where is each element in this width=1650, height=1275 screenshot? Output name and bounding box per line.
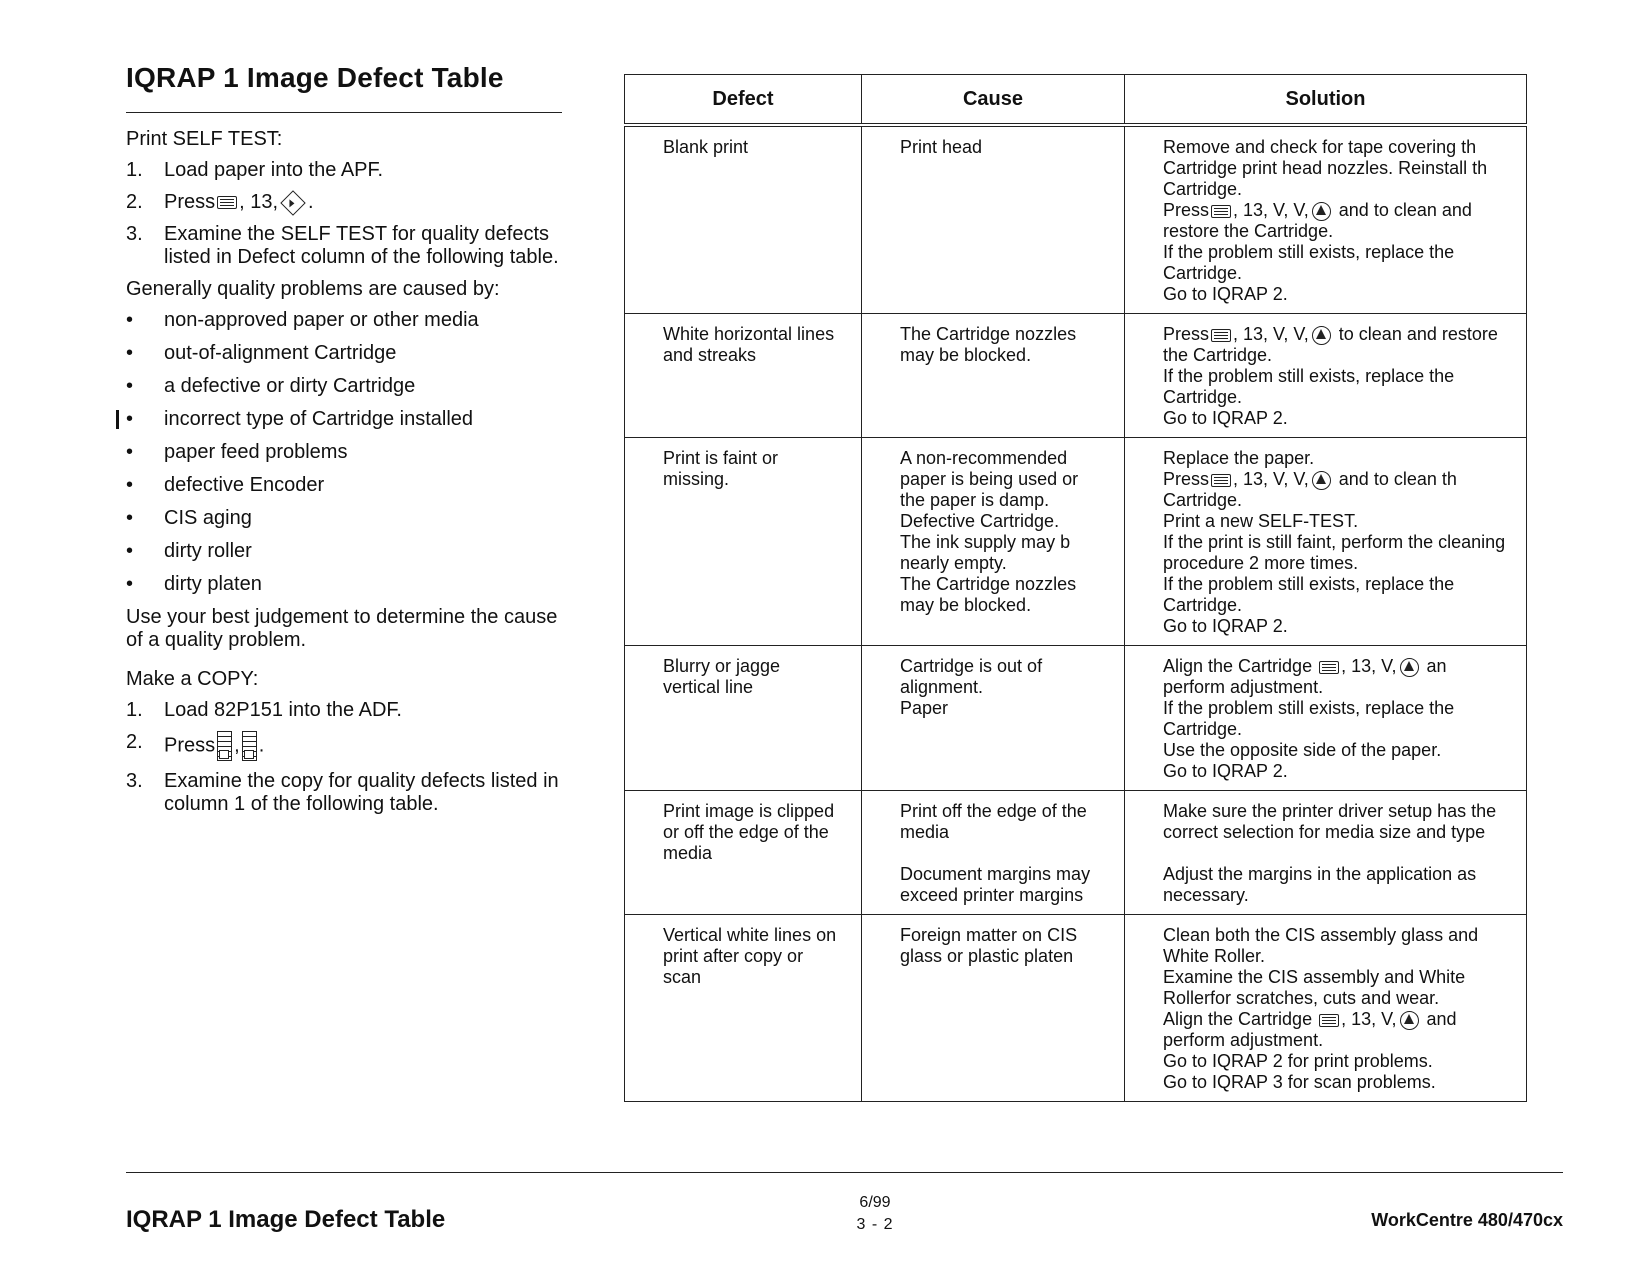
copy-step [126, 770, 566, 816]
solution-text: perform adjustment. [1163, 677, 1324, 697]
self-test-step [126, 159, 566, 182]
cause-text: non-approved paper or other media [164, 309, 479, 331]
cause-text: Cartridge is out of [900, 656, 1043, 676]
image-defect-table [624, 74, 1527, 1102]
solution-text: Clean both the CIS assembly glass and [1163, 925, 1479, 945]
solution-text: Remove and check for tape covering th [1163, 137, 1477, 157]
solution-text: Adjust the margins in the application as [1163, 864, 1477, 884]
solution-text [1163, 200, 1514, 221]
step-text: Examine the SELF TEST for quality defects listed in Defect column of the following table. [164, 223, 559, 268]
header-cause: Cause [862, 75, 1125, 126]
cause-item [126, 573, 566, 596]
solution-text: Go to IQRAP 2 for print problems. [1163, 1051, 1433, 1071]
copy-step [126, 699, 566, 722]
cause-item [126, 474, 566, 497]
footer-date: 6/99 [859, 1194, 891, 1211]
step-number: 1. [126, 699, 143, 721]
bullet: • [126, 408, 134, 430]
menu-key-icon [1211, 329, 1231, 342]
stop-key-icon [1312, 471, 1331, 490]
defect-cell [625, 314, 862, 438]
menu-key-icon [1211, 474, 1231, 487]
defect-text: Print is faint or [663, 448, 779, 468]
solution-text: an [1426, 656, 1447, 676]
cause-cell [862, 915, 1125, 1102]
step-text: Press [164, 191, 216, 213]
step-text: Examine the copy for quality defects listed in column 1 of the following table. [164, 770, 559, 815]
step-number: 2. [126, 731, 143, 753]
defect-text: Vertical white lines on [663, 925, 837, 945]
solution-text [1163, 656, 1514, 677]
cause-item [126, 309, 566, 332]
cause-text: out-of-alignment Cartridge [164, 342, 397, 364]
cause-text: dirty roller [164, 540, 252, 562]
cause-cell [862, 438, 1125, 646]
bullet: • [126, 342, 134, 364]
solution-text: Cartridge. [1163, 719, 1243, 739]
solution-text: correct selection for media size and type [1163, 822, 1486, 842]
step-text: Load paper into the APF. [164, 159, 384, 181]
defect-text: scan [663, 967, 702, 987]
cause-cell [862, 791, 1125, 915]
defect-cell [625, 125, 862, 314]
table-row [625, 125, 1527, 314]
solution-text: If the problem still exists, replace the [1163, 366, 1455, 386]
cause-text: Foreign matter on CIS [900, 925, 1078, 945]
stop-key-icon [1400, 1011, 1419, 1030]
solution-text: perform adjustment. [1163, 1030, 1324, 1050]
solution-text: and [1426, 1009, 1457, 1029]
solution-text: Cartridge. [1163, 387, 1243, 407]
solution-text: Cartridge. [1163, 490, 1243, 510]
solution-text [1163, 1009, 1514, 1030]
bullet: • [126, 573, 134, 595]
cause-text: dirty platen [164, 573, 262, 595]
cause-cell [862, 125, 1125, 314]
cause-cell [862, 646, 1125, 791]
cause-item [126, 375, 566, 398]
bullet: • [126, 507, 134, 529]
solution-text: Make sure the printer driver setup has the [1163, 801, 1497, 821]
defect-text: vertical line [663, 677, 754, 697]
page-title: IQRAP 1 Image Defect Table [126, 62, 504, 93]
solution-text [1163, 469, 1514, 490]
bullet: • [126, 441, 134, 463]
cause-text: Print off the edge of the [900, 801, 1087, 821]
step-text: , 13, [239, 191, 279, 213]
stop-key-icon [1312, 202, 1331, 221]
solution-text: If the problem still exists, replace the [1163, 574, 1455, 594]
cause-item [126, 342, 566, 365]
solution-text: Cartridge. [1163, 179, 1243, 199]
defect-text: media [663, 843, 713, 863]
defect-cell [625, 438, 862, 646]
cause-item [126, 507, 566, 530]
step-text: Press [164, 734, 216, 757]
solution-text: If the problem still exists, replace the [1163, 698, 1455, 718]
step-text: . [308, 191, 314, 213]
solution-text [1163, 324, 1514, 345]
solution-text: If the print is still faint, perform the cleaning [1163, 532, 1506, 552]
instructions-column [126, 128, 566, 825]
table-row [625, 791, 1527, 915]
table-row [625, 646, 1527, 791]
cause-text: The ink supply may b [900, 532, 1071, 552]
table-row [625, 915, 1527, 1102]
solution-cell [1125, 791, 1527, 915]
cause-text: The Cartridge nozzles [900, 574, 1077, 594]
step-number: 2. [126, 191, 143, 213]
solution-text: Cartridge. [1163, 595, 1243, 615]
solution-text: Press [1163, 200, 1210, 220]
stop-key-icon [1400, 658, 1419, 677]
defect-text: and streaks [663, 345, 757, 365]
cause-text: Paper [900, 698, 949, 718]
menu-key-icon [1319, 661, 1339, 674]
copy-step [126, 731, 566, 761]
cause-item [126, 540, 566, 563]
copy-key-icon [242, 731, 257, 761]
copy-key-icon [217, 731, 232, 761]
solution-text: Cartridge. [1163, 263, 1243, 283]
bullet: • [126, 309, 134, 331]
causes-intro: Generally quality problems are caused by: [126, 278, 500, 300]
solution-text: and to clean and [1338, 200, 1472, 220]
step-number: 1. [126, 159, 143, 181]
step-number: 3. [126, 223, 143, 245]
solution-text: Align the Cartridge [1163, 1009, 1313, 1029]
solution-cell [1125, 438, 1527, 646]
self-test-step [126, 191, 566, 214]
solution-text: Go to IQRAP 2. [1163, 284, 1288, 304]
judgement-note: Use your best judgement to determine the cause of a quality problem. [126, 606, 558, 651]
defect-text: missing. [663, 469, 730, 489]
solution-text: the Cartridge. [1163, 345, 1273, 365]
cause-text: alignment. [900, 677, 984, 697]
copy-steps [126, 699, 566, 816]
header-solution: Solution [1125, 75, 1527, 126]
defect-text: Blank print [663, 137, 749, 157]
title-divider [126, 112, 562, 113]
bullet: • [126, 474, 134, 496]
solution-text: Examine the CIS assembly and White [1163, 967, 1466, 987]
cause-text: nearly empty. [900, 553, 1007, 573]
solution-text: Replace the paper. [1163, 448, 1315, 468]
table-row [625, 438, 1527, 646]
solution-text: White Roller. [1163, 946, 1266, 966]
stop-key-icon [1312, 326, 1331, 345]
defect-cell [625, 791, 862, 915]
cause-text: Defective Cartridge. [900, 511, 1060, 531]
solution-text: and to clean th [1338, 469, 1457, 489]
solution-text: Go to IQRAP 3 for scan problems. [1163, 1072, 1436, 1092]
self-test-steps [126, 159, 566, 269]
solution-text: to clean and restore [1338, 324, 1498, 344]
cause-text: paper is being used or [900, 469, 1079, 489]
solution-text: Press [1163, 469, 1210, 489]
solution-text: , 13, V, [1341, 1009, 1397, 1029]
self-test-heading: Print SELF TEST: [126, 128, 283, 150]
defect-text: or off the edge of the [663, 822, 829, 842]
solution-text: , 13, V, V, [1233, 469, 1309, 489]
footer-page-number: 3 - 2 [856, 1216, 894, 1233]
cause-text: Document margins may [900, 864, 1091, 884]
cell-spacer [900, 843, 1112, 864]
defect-cell [625, 646, 862, 791]
menu-key-icon [1211, 205, 1231, 218]
cause-text: Print head [900, 137, 983, 157]
footer-divider [126, 1172, 1563, 1173]
solution-text: Go to IQRAP 2. [1163, 761, 1288, 781]
solution-text: , 13, V, [1341, 656, 1397, 676]
defect-cell [625, 915, 862, 1102]
header-defect: Defect [625, 75, 862, 126]
cause-text: may be blocked. [900, 595, 1032, 615]
cause-text: A non-recommended [900, 448, 1068, 468]
solution-cell [1125, 314, 1527, 438]
cause-text: a defective or dirty Cartridge [164, 375, 416, 397]
menu-key-icon [217, 196, 237, 209]
solution-cell [1125, 646, 1527, 791]
copy-heading: Make a COPY: [126, 668, 259, 690]
defect-text: Blurry or jagge [663, 656, 781, 676]
footer-title: IQRAP 1 Image Defect Table [126, 1206, 446, 1233]
solution-text: Rollerfor scratches, cuts and wear. [1163, 988, 1440, 1008]
solution-cell [1125, 125, 1527, 314]
cause-text: incorrect type of Cartridge installed [164, 408, 474, 430]
solution-text: Cartridge print head nozzles. Reinstall th [1163, 158, 1488, 178]
solution-text: Use the opposite side of the paper. [1163, 740, 1442, 760]
solution-text: Go to IQRAP 2. [1163, 616, 1288, 636]
bullet: • [126, 375, 134, 397]
cause-text: paper feed problems [164, 441, 348, 463]
step-text: Load 82P151 into the ADF. [164, 699, 402, 721]
defect-text: print after copy or [663, 946, 804, 966]
solution-text: Align the Cartridge [1163, 656, 1313, 676]
solution-text: , 13, V, V, [1233, 200, 1309, 220]
cause-item [126, 441, 566, 464]
defect-text: Print image is clipped [663, 801, 835, 821]
cause-text: media [900, 822, 950, 842]
bullet: • [126, 540, 134, 562]
start-key-icon [280, 190, 305, 215]
menu-key-icon [1319, 1014, 1339, 1027]
table-row [625, 314, 1527, 438]
step-text: . [258, 734, 265, 757]
cause-text: CIS aging [164, 507, 252, 529]
solution-text: necessary. [1163, 885, 1249, 905]
step-text: , [234, 734, 240, 757]
solution-text: Go to IQRAP 2. [1163, 408, 1288, 428]
cause-text: the paper is damp. [900, 490, 1050, 510]
solution-text: If the problem still exists, replace the [1163, 242, 1455, 262]
cause-item [126, 408, 566, 431]
revision-bar [116, 410, 119, 429]
solution-text: , 13, V, V, [1233, 324, 1309, 344]
solution-cell [1125, 915, 1527, 1102]
solution-text: Print a new SELF-TEST. [1163, 511, 1359, 531]
cause-text: glass or plastic platen [900, 946, 1074, 966]
table-header-row [625, 75, 1527, 126]
causes-list [126, 309, 566, 596]
step-number: 3. [126, 770, 143, 792]
cause-text: exceed printer margins [900, 885, 1084, 905]
self-test-step [126, 223, 566, 269]
defect-text: White horizontal lines [663, 324, 835, 344]
cell-spacer [1163, 843, 1514, 864]
cause-text: defective Encoder [164, 474, 325, 496]
cause-text: may be blocked. [900, 345, 1032, 365]
cause-cell [862, 314, 1125, 438]
cause-text: The Cartridge nozzles [900, 324, 1077, 344]
solution-text: procedure 2 more times. [1163, 553, 1359, 573]
solution-text: Press [1163, 324, 1210, 344]
footer-product-name: WorkCentre 480/470cx [1371, 1210, 1563, 1230]
solution-text: restore the Cartridge. [1163, 221, 1334, 241]
